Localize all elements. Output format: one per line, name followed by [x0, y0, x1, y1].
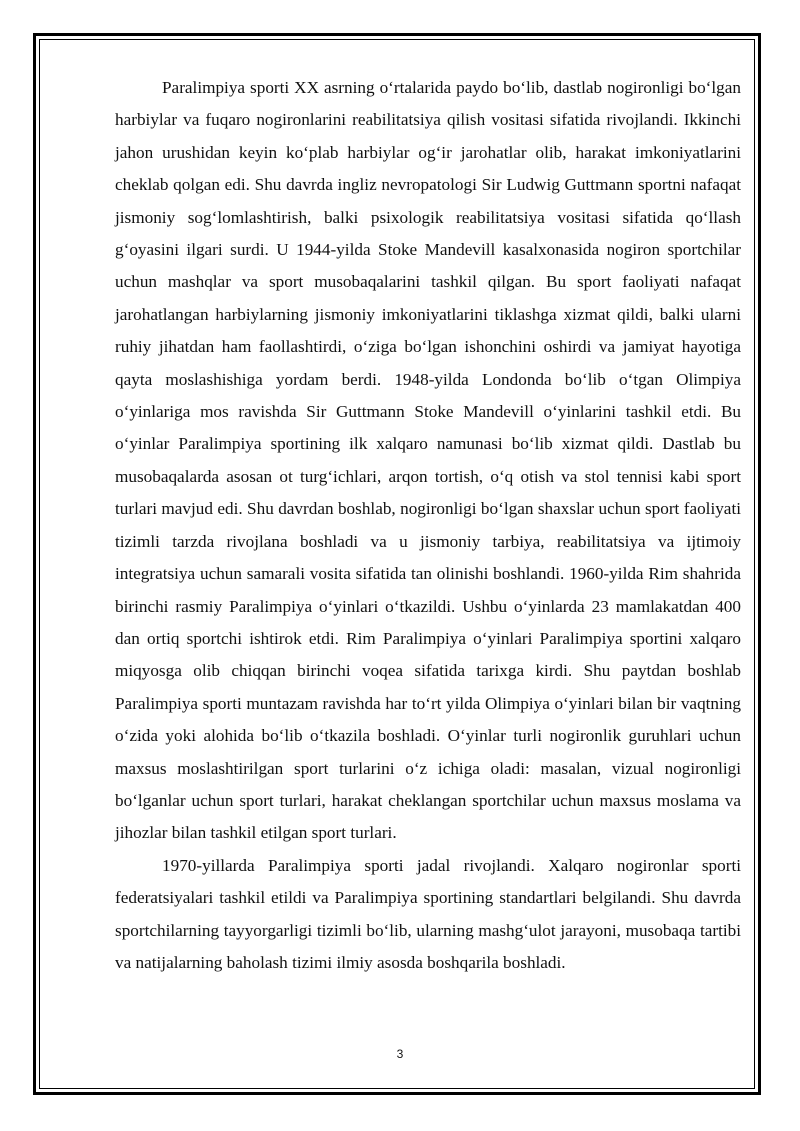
- paragraph-2: 1970-yillarda Paralimpiya sporti jadal rivojlandi. Xalqaro nogironlar sporti federatsiyalari tashkil etildi va Paralimpiya sportining standartlari belgilandi. Shu davrda sportchilarning tayyorgarligi tizimli bo‘lib, ularning mashg‘ulot jarayoni, musobaqa tartibi va natijalarning baholash tizimi ilmiy asosda boshqarila boshladi.: [115, 855, 741, 972]
- paragraph-1: Paralimpiya sporti XX asrning o‘rtalarida paydo bo‘lib, dastlab nogironligi bo‘lgan harbiylar va fuqaro nogironlarini reabilitatsiya qilish vositasi sifatida rivojlandi. Ikkinchi jahon urushidan keyin ko‘plab harbiylar og‘ir jarohatlar olib, harakat imkoniyatlarini cheklab qolgan edi. Shu davrda ingliz nevropatologi Sir Ludwig Guttmann sportni nafaqat jismoniy sog‘lomlashtirish, balki psixologik reabilitatsiya vositasi sifatida qo‘llash g‘oyasini ilgari surdi. U 1944-yilda Stoke Mandevill kasalxonasida nogiron sportchilar uchun mashqlar va sport musobaqalarini tashkil qilgan. Bu sport faoliyati nafaqat jarohatlangan harbiylarning jismoniy imkoniyatlarini tiklashga xizmat qildi, balki ularni ruhiy jihatdan ham faollashtirdi, o‘ziga bo‘lgan ishonchini oshirdi va jamiyat hayotiga qayta moslashishiga yordam berdi. 1948-yilda Londonda bo‘lib o‘tgan Olimpiya o‘yinlariga mos ravishda Sir Guttmann Stoke Mandevill o‘yinlarini tashkil etdi. Bu o‘yinlar Paralimpiya sportining ilk xalqaro namunasi bo‘lib xizmat qildi. Dastlab bu musobaqalarda asosan ot turg‘ichlari, arqon tortish, o‘q otish va stol tennisi kabi sport turlari mavjud edi. Shu davrdan boshlab, nogironligi bo‘lgan shaxslar uchun sport faoliyati tizimli tarzda rivojlana boshladi va u jismoniy tarbiya, reabilitatsiya va ijtimoiy integratsiya uchun samarali vosita sifatida tan olinishi boshlandi. 1960-yilda Rim shahrida birinchi rasmiy Paralimpiya o‘yinlari o‘tkazildi. Ushbu o‘yinlarda 23 mamlakatdan 400 dan ortiq sportchi ishtirok etdi. Rim Paralimpiya o‘yinlari Paralimpiya sportini xalqaro miqyosga olib chiqqan birinchi voqea sifatida tarixga kirdi. Shu paytdan boshlab Paralimpiya sporti muntazam ravishda har to‘rt yilda Olimpiya o‘yinlari bilan bir vaqtning o‘zida yoki alohida bo‘lib o‘tkazila boshladi. O‘yinlar turli nogironlik guruhlari uchun maxsus moslashtirilgan sport turlarini o‘z ichiga oladi: masalan, vizual nogironligi bo‘lganlar uchun sport turlari, harakat cheklangan sportchilar uchun maxsus moslama va jihozlar bilan tashkil etilgan sport turlari.: [115, 78, 741, 843]
- document-body: [115, 72, 741, 979]
- page-number: 3: [396, 1047, 404, 1061]
